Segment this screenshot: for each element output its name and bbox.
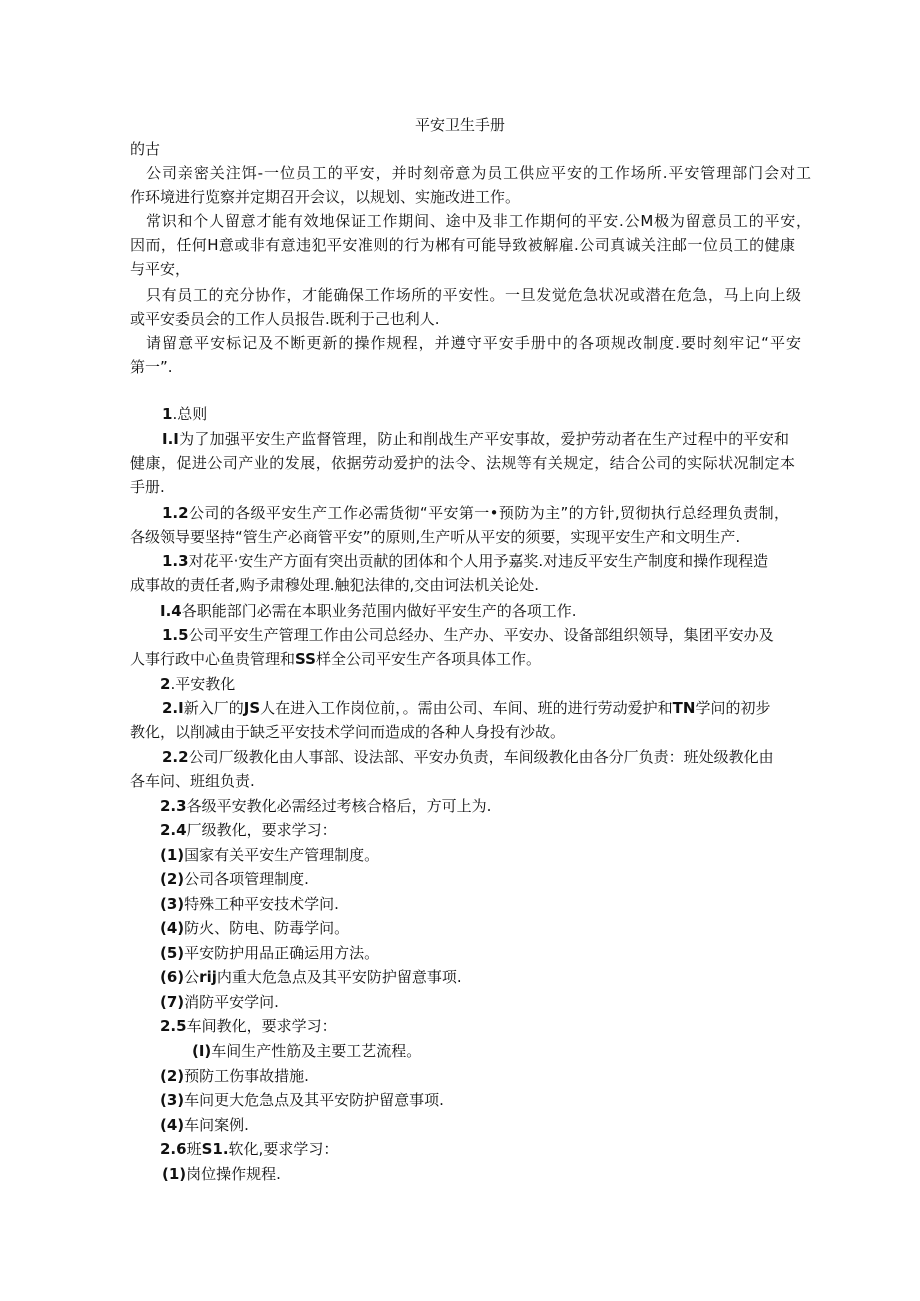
list-item: (4)防火、防电、防毒学问。 bbox=[160, 919, 350, 937]
item-2-1-line-1: 2.I新入厂的JS人在进入工作岗位前，。需由公司、车间、班的进行劳动爱护和TN学问的初步 bbox=[162, 699, 771, 717]
list-item: (7)消防平安学问. bbox=[160, 993, 279, 1011]
document-title: 平安卫生手册 bbox=[414, 116, 505, 134]
item-2-1-line-2: 教化，以削减由于缺乏平安技术学问而造成的各种人身投有沙故。 bbox=[130, 723, 566, 741]
intro-heading: 的古 bbox=[130, 140, 161, 158]
list-item: (3)特殊工种平安技术学问. bbox=[160, 895, 339, 913]
item-2-2-line-2: 各车问、班组负责. bbox=[130, 772, 255, 790]
list-item: (1)国家有关平安生产管理制度。 bbox=[160, 846, 380, 864]
item-1-5-line-1: 1.5公司平安生产管理工作由公司总经办、生产办、平安办、设备部组织领导，集团平安办及 bbox=[162, 626, 774, 644]
intro-line-2: 作环境进行览察并定期召开会议，以规划、实施改进工作。 bbox=[130, 188, 521, 206]
list-item: (3)车问更大危急点及其平安防护留意事项. bbox=[160, 1091, 444, 1109]
item-1-1-line-1: I.I为了加强平安生产监督管理，防止和削战生产平安事故，爱护劳动者在生产过程中的平安和 bbox=[162, 430, 789, 448]
item-2-4: 2.4厂级教化，要求学习： bbox=[160, 821, 337, 839]
list-item: (2)预防工伤事故措施. bbox=[160, 1067, 309, 1085]
item-1-1-line-2: 健康，促进公司产业的发展，依据劳动爱护的法令、法规等有关规定，结合公司的实际状况制定本 bbox=[130, 454, 795, 472]
list-item: (4)车问案例. bbox=[160, 1116, 249, 1134]
list-item: (5)平安防护用品正确运用方法。 bbox=[160, 944, 380, 962]
item-1-1-line-3: 手册. bbox=[130, 478, 165, 496]
section-1-title: 1.总则 bbox=[162, 405, 208, 423]
list-item: (2)公司各项管理制度. bbox=[160, 870, 309, 888]
list-item: (1)岗位操作规程. bbox=[162, 1165, 281, 1183]
intro-line-6: 只有员工的充分协作，才能确保工作场所的平安性。一旦发觉危急状况或潜在危急，马上向上级 bbox=[146, 286, 801, 304]
intro-line-1: 公司亲密关注饵-一位员工的平安，并时刻帝意为员工供应平安的工作场所.平安管理部门会对工 bbox=[146, 164, 811, 182]
intro-line-4: 因而，任何H意或非有意违犯平安准则的行为郴有可能导致被解雇.公司真诚关注邮一位员工的健康 bbox=[130, 236, 795, 254]
intro-line-3: 常识和个人留意才能有效地保证工作期间、途中及非工作期何的平安.公M极为留意员工的平安， bbox=[146, 212, 811, 230]
item-2-3: 2.3各级平安教化必需经过考核合格后，方可上为. bbox=[160, 797, 492, 815]
item-1-3-line-1: 1.3对花平·安生产方面有突出贡献的团体和个人用予嘉奖.对违反平安生产制度和操作现程造 bbox=[162, 552, 769, 570]
item-2-2-line-1: 2.2公司厂级教化由人事部、设法部、平安办负责，车间级教化由各分厂负责：班处级教化由 bbox=[162, 748, 774, 766]
list-item: (I)车间生产性筋及主要工艺流程。 bbox=[192, 1042, 422, 1060]
item-2-5: 2.5车间教化，要求学习： bbox=[160, 1017, 337, 1035]
section-2-title: 2.平安教化 bbox=[160, 675, 236, 693]
item-1-4: I.4各职能部门必需在本职业务范围内做好平安生产的各项工作. bbox=[160, 602, 577, 620]
item-2-6: 2.6班S1.软化,要求学习： bbox=[160, 1140, 339, 1158]
item-1-5-line-2: 人事行政中心鱼贵管理和SS样全公司平安生产各项具体工作。 bbox=[130, 650, 541, 668]
item-1-3-line-2: 成事故的责任者,购予肃穆处理.触犯法律的,交由诃法机关论处. bbox=[130, 576, 540, 594]
intro-line-9: 第一”. bbox=[130, 358, 173, 376]
intro-line-7: 或平安委员会的工作人员报告.既利于己也利人. bbox=[130, 310, 440, 328]
list-item: (6)公rij内重大危急点及其平安防护留意事项. bbox=[160, 968, 462, 986]
item-1-2-line-2: 各级领导要坚持“管生产必商管平安”的原则,生产听从平安的须要，实现平安生产和文明生产. bbox=[130, 528, 741, 546]
intro-line-5: 与平安， bbox=[130, 260, 191, 278]
intro-line-8: 请留意平安标记及不断更新的操作规程，并遵守平安手册中的各项规改制度.要时刻牢记“平安 bbox=[146, 334, 801, 352]
item-1-2-line-1: 1.2公司的各级平安生产工作必需货彻“平安第一•预防为主”的方针,贸彻执行总经理负责制， bbox=[162, 504, 789, 522]
